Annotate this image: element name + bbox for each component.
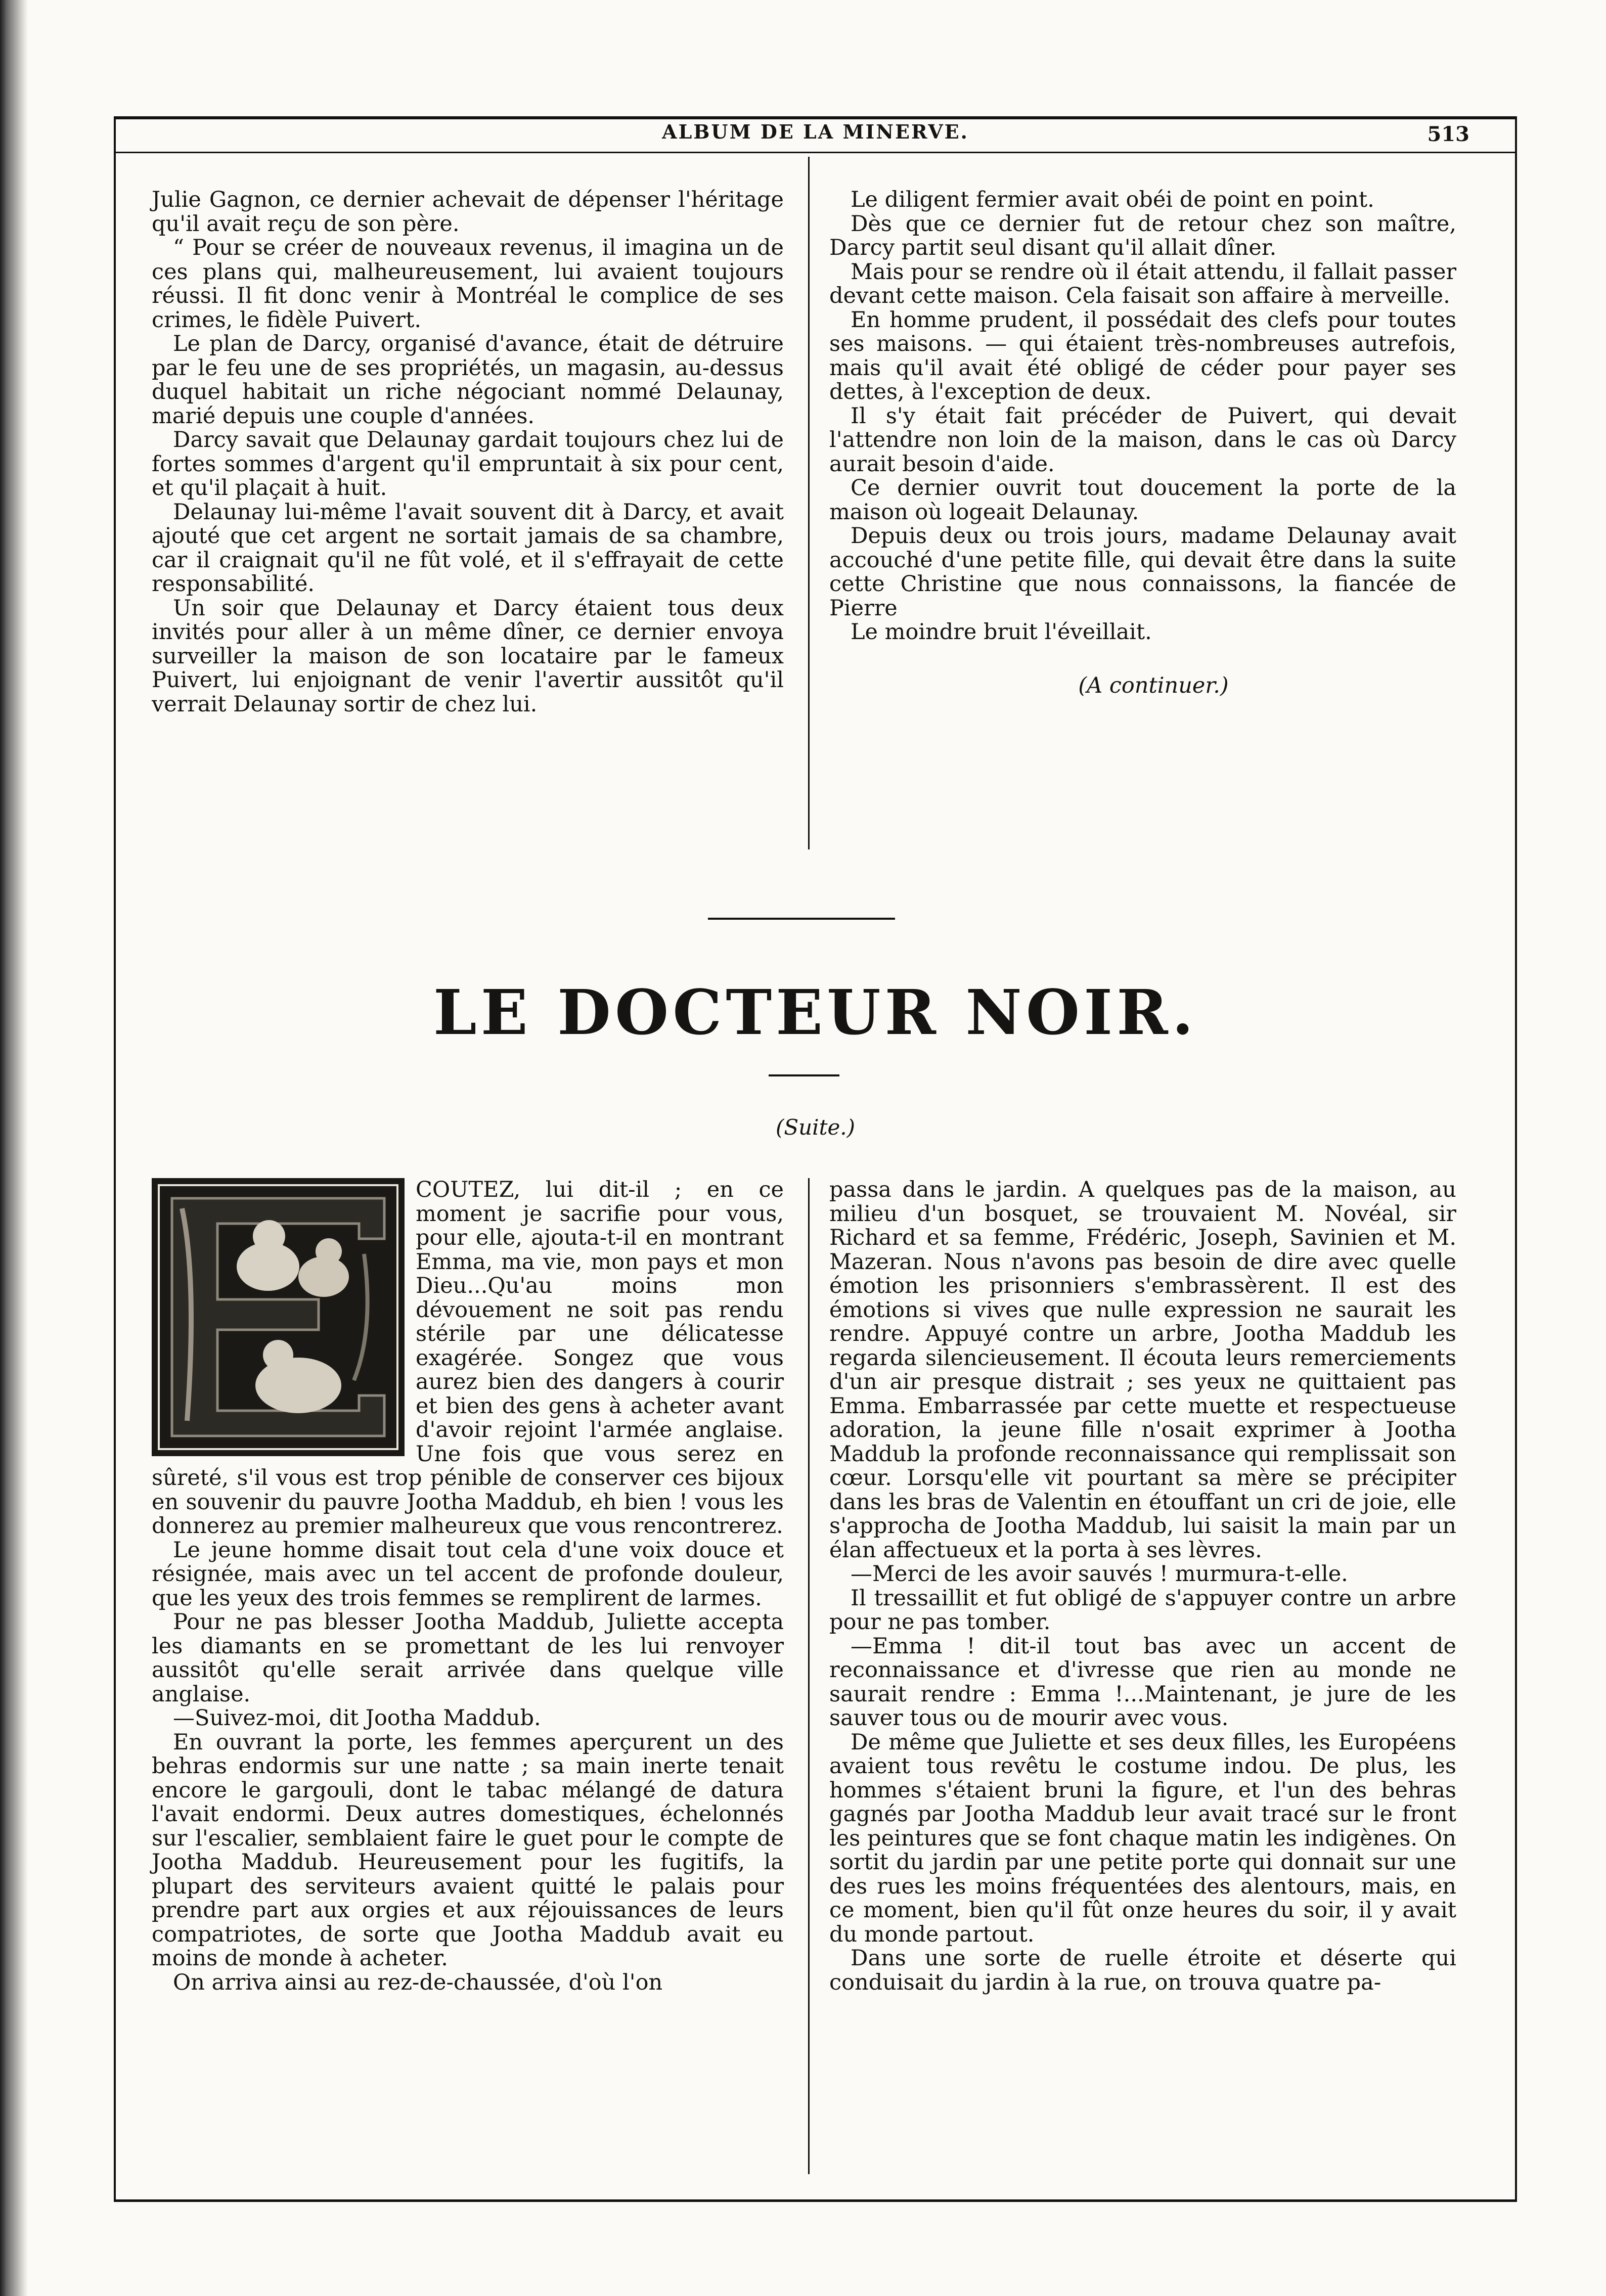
paragraph: Il tressaillit et fut obligé de s'appuyer contre un arbre pour ne pas tomber. <box>829 1585 1456 1635</box>
paragraph: —Merci de les avoir sauvés ! murmura-t-elle. <box>851 1561 1348 1587</box>
paragraph: passa dans le jardin. A quelques pas de la maison, au milieu d'un bosquet, se trouvaient M. Novéal, sir Richard et sa femme, Frédéric, Joseph, Savinien et M. Mazeran. Nous n'avons pas besoin de dire avec quelle émotion les prisonniers s'embrassèrent. Il est des émotions si vives que nulle expression ne saurait les rendre. Appuyé contre un arbre, Jootha Maddub les regarda silencieusement. Il écouta leurs remerciements d'un air presque distrait ; ses yeux ne quittaient pas Emma. Embarrassée par cette muette et respectueuse adoration, la jeune fille n'osait exprimer à Jootha Maddub la profonde reconnaissance qui remplissait son cœur. Lorsqu'elle vit pourtant sa mère se précipiter dans les bras de Valentin en étouffant un cri de joie, elle s'approcha de Jootha Maddub, lui saisit la main par un élan affectueux et la porta à ses lèvres. <box>829 1177 1456 1563</box>
paragraph: Il s'y était fait précéder de Puivert, qui devait l'attendre non loin de la maison, dans le cas où Darcy aurait besoin d'aide. <box>829 403 1456 477</box>
paragraph: Julie Gagnon, ce dernier achevait de dépenser l'héritage qu'il avait reçu de son père. <box>152 187 784 237</box>
paragraph: Dès que ce dernier fut de retour chez son maître, Darcy partit seul disant qu'il allait dîner. <box>829 211 1456 260</box>
column-divider <box>808 1178 810 2174</box>
paragraph: En homme prudent, il possédait des clefs pour toutes ses maisons. — qui étaient très-nombreuses autrefois, mais qu'il avait été obligé de céder pour payer ses dettes, à l'exception de deux. <box>829 307 1456 404</box>
story1-left-column <box>152 188 784 716</box>
illustrated-drop-cap <box>152 1178 410 1461</box>
frame-right-rule <box>1515 116 1517 2199</box>
paragraph: En ouvrant la porte, les femmes aperçurent un des behras endormis sur une natte ; sa main inerte tenait encore le gargouli, dont le tabac mélangé de datura l'avait endormi. Deux autres domestiques, échelonnés sur l'escalier, semblaient faire le guet pour le compte de Jootha Maddub. Heureusement pour les fugitifs, la plupart des serviteurs avaient quitté le palais pour prendre part aux orgies et aux réjouissances de leurs compatriotes, de sorte que Jootha Maddub avait eu moins de monde à acheter. <box>152 1729 784 1971</box>
paragraph: —Emma ! dit-il tout bas avec un accent de reconnaissance et d'ivresse que rien au monde ne saurait rendre : Emma !...Maintenant, je jure de les sauver tous ou de mourir avec vous. <box>829 1633 1456 1731</box>
paragraph: Dans une sorte de ruelle étroite et déserte qui conduisait du jardin à la rue, on trouva quatre pa- <box>829 1946 1456 1995</box>
paragraph: On arriva ainsi au rez-de-chaussée, d'où l'on <box>173 1969 663 1995</box>
paragraph: Mais pour se rendre où il était attendu, il fallait passer devant cette maison. Cela faisait son affaire à merveille. <box>829 259 1456 308</box>
frame-left-rule <box>114 116 116 2199</box>
frame-bottom-rule <box>114 2199 1517 2202</box>
article-subtitle: (Suite.) <box>775 1115 856 1140</box>
paragraph: Le plan de Darcy, organisé d'avance, était de détruire par le feu une de ses propriétés, un magasin, au-dessus duquel habitait un riche négociant nommé Delaunay, marié depuis une couple d'années. <box>152 331 784 429</box>
drop-cap-e-illustration <box>152 1178 405 1456</box>
story2-right-column <box>829 1178 1456 1995</box>
title-underline-rule <box>769 1074 839 1076</box>
paragraph: Le jeune homme disait tout cela d'une voix douce et résignée, mais avec un tel accent de profonde douleur, que les yeux des trois femmes se remplirent de larmes. <box>152 1537 784 1611</box>
paragraph: Darcy savait que Delaunay gardait toujours chez lui de fortes sommes d'argent qu'il empruntait à six pour cent, et qu'il plaçait à huit. <box>152 427 784 501</box>
header-rule-thick <box>114 116 1517 119</box>
continuation-note: (A continuer.) <box>1078 672 1229 698</box>
paragraph: Depuis deux ou trois jours, madame Delaunay avait accouché d'une petite fille, qui devait être dans la suite cette Christine que nous connaissons, la fiancée de Pierre <box>829 523 1456 621</box>
paragraph: Delaunay lui-même l'avait souvent dit à Darcy, et avait ajouté que cet argent ne sortait jamais de sa chambre, car il craignait qu'il ne fût volé, et il s'effrayait de cette responsabilité. <box>152 499 784 597</box>
paragraph: Pour ne pas blesser Jootha Maddub, Juliette accepta les diamants en se promettant de les lui renvoyer aussitôt qu'elle serait arrivée dans quelque ville anglaise. <box>152 1609 784 1707</box>
section-separator-rule <box>708 918 895 920</box>
paragraph: Le diligent fermier avait obéi de point en point. <box>851 187 1374 212</box>
paragraph: COUTEZ, lui dit-il ; en ce moment je sacrifie pour vous, pour elle, ajouta-t-il en montrant Emma, ma vie, mon pays et mon Dieu...Qu'au moins mon dévouement ne soit pas rendu stérile par une délicatesse exagérée. Songez que vous aurez bien des dangers à courir et bien des gens à acheter avant d'avoir rejoint l'armée anglaise. Une fois que vous serez en sûreté, s'il vous est trop pénible de conserver ces bijoux en souvenir du pauvre Jootha Maddub, eh bien ! vous les donnerez au premier malheureux que vous rencontrerez. <box>152 1177 784 1539</box>
paragraph: “ Pour se créer de nouveaux revenus, il imagina un de ces plans qui, malheureusement, lui avaient toujours réussi. Il fit donc venir à Montréal le complice de ses crimes, le fidèle Puivert. <box>152 235 784 333</box>
column-divider <box>808 157 810 849</box>
running-head: ALBUM DE LA MINERVE. <box>662 120 969 143</box>
scanned-page-edge <box>0 0 28 2296</box>
paragraph: —Suivez-moi, dit Jootha Maddub. <box>173 1705 541 1731</box>
article-title: LE DOCTEUR NOIR. <box>433 976 1198 1049</box>
story1-right-column <box>829 188 1456 698</box>
paragraph: De même que Juliette et ses deux filles, les Européens avaient tous revêtu le costume indou. De plus, les hommes s'étaient bruni la figure, et l'un des behras gagnés par Jootha Maddub leur avait tracé sur le front les peintures que se font chaque matin les indigènes. On sortit du jardin par une petite porte qui donnait sur une des rues les moins fréquentées des alentours, mais, en ce moment, bien qu'il fût onze heures du soir, il y avait du monde partout. <box>829 1729 1456 1947</box>
story2-left-column <box>152 1178 784 1995</box>
page-number: 513 <box>1427 122 1469 146</box>
header-rule-thin <box>114 152 1517 153</box>
paragraph: Le moindre bruit l'éveillait. <box>851 619 1152 645</box>
paragraph: Ce dernier ouvrit tout doucement la porte de la maison où logeait Delaunay. <box>829 475 1456 525</box>
paragraph: Un soir que Delaunay et Darcy étaient tous deux invités pour aller à un même dîner, ce dernier envoya surveiller la maison de son locataire par le fameux Puivert, lui enjoignant de venir l'avertir aussitôt qu'il verrait Delaunay sortir de chez lui. <box>152 595 784 717</box>
